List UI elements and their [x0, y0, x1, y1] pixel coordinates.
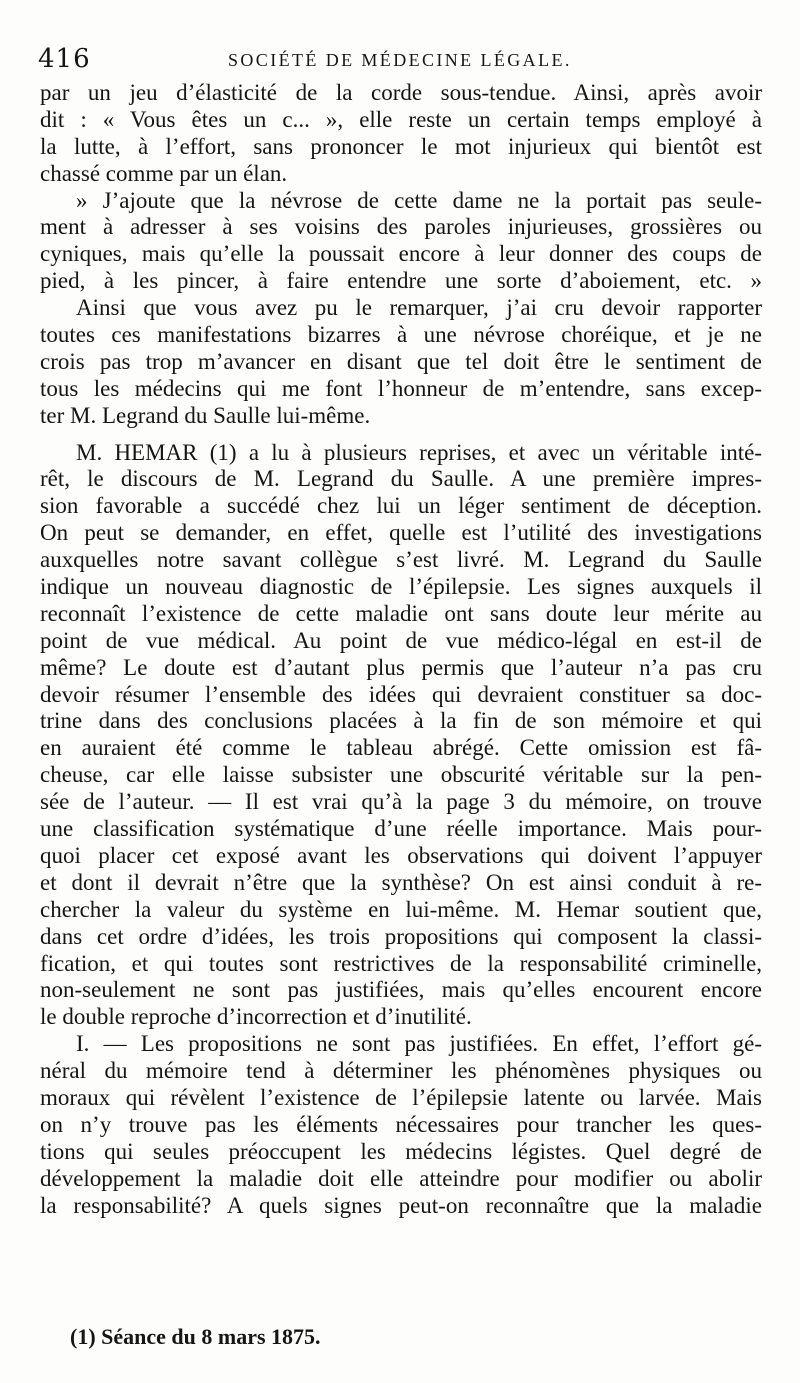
text-line: une classification systématique d’une réelle importance. Mais pour- — [40, 816, 762, 842]
text-line: la lutte, à l’effort, sans prononcer le mot injurieux qui bientôt est — [40, 133, 762, 159]
body-text — [40, 80, 762, 1219]
text-line: par un jeu d’élasticité de la corde sous-tendue. Ainsi, après avoir — [40, 80, 762, 105]
text-line: tions qui seules préoccupent les médecins légistes. Quel degré de — [40, 1138, 762, 1164]
footnote: (1) Séance du 8 mars 1875. — [70, 1324, 321, 1349]
text-line: » J’ajoute que la névrose de cette dame ne la portait pas seule- — [76, 187, 762, 213]
text-line: ment à adresser à ses voisins des paroles injurieuses, grossières ou — [40, 214, 762, 240]
text-line: indique un nouveau diagnostic de l’épilepsie. Les signes auxquels il — [40, 574, 762, 600]
text-line: non-seulement ne sont pas justifiées, mais qu’elles encourent encore — [40, 977, 762, 1003]
text-line: auxquelles notre savant collègue s’est livré. M. Legrand du Saulle — [40, 547, 762, 573]
text-line: et dont il devrait n’être que la synthèse? On est ainsi conduit à re- — [40, 869, 762, 895]
text-line: sion favorable a succédé chez lui un léger sentiment de déception. — [40, 493, 762, 519]
text-line: chercher la valeur du système en lui-même. M. Hemar soutient que, — [40, 896, 762, 922]
paragraph-gap — [40, 430, 762, 440]
text-line: ter M. Legrand du Saulle lui-même. — [40, 402, 371, 428]
text-line: Ainsi que vous avez pu le remarquer, j’ai cru devoir rapporter — [76, 295, 762, 321]
text-line: le double reproche d’incorrection et d’inutilité. — [40, 1004, 472, 1030]
text-line: rêt, le discours de M. Legrand du Saulle. A une première impres- — [40, 466, 762, 492]
text-line: trine dans des conclusions placées à la fin de son mémoire et qui — [40, 708, 762, 734]
text-line: développement la maladie doit elle atteindre pour modifier ou abolir — [40, 1165, 762, 1191]
footnote-divider — [40, 1310, 760, 1311]
text-line: I. — Les propositions ne sont pas justifiées. En effet, l’effort gé- — [76, 1031, 762, 1057]
text-line: dans cet ordre d’idées, les trois propositions qui composent la classi- — [40, 923, 762, 949]
text-line: devoir résumer l’ensemble des idées qui devraient constituer sa doc- — [40, 681, 762, 707]
text-line: cyniques, mais qu’elle la poussait encore à leur donner des coups de — [40, 241, 762, 267]
text-line: néral du mémoire tend à déterminer les phénomènes physiques ou — [40, 1058, 762, 1084]
text-line: pied, à les pincer, à faire entendre une sorte d’aboiement, etc. » — [40, 268, 762, 294]
page-number: 416 — [38, 44, 91, 74]
text-line: On peut se demander, en effet, quelle est l’utilité des investigations — [40, 520, 762, 546]
text-line: M. HEMAR (1) a lu à plusieurs reprises, et avec un véritable inté- — [76, 439, 762, 465]
text-line: crois pas trop m’avancer en disant que tel doit être le sentiment de — [40, 348, 762, 374]
text-line: chassé comme par un élan. — [40, 160, 288, 186]
text-line: toutes ces manifestations bizarres à une névrose choréique, et je ne — [40, 322, 762, 348]
text-line: en auraient été comme le tableau abrégé. Cette omission est fâ- — [40, 735, 762, 761]
page-header — [38, 44, 760, 74]
text-line: point de vue médical. Au point de vue médico-légal en est-il de — [40, 627, 762, 653]
running-head: SOCIÉTÉ DE MÉDECINE LÉGALE. — [228, 50, 572, 70]
text-line: cheuse, car elle laisse subsister une obscurité véritable sur la pen- — [40, 762, 762, 788]
text-line: on n’y trouve pas les éléments nécessaires pour trancher les ques- — [40, 1111, 762, 1137]
text-line: moraux qui révèlent l’existence de l’épilepsie latente ou larvée. Mais — [40, 1084, 762, 1110]
text-line: sée de l’auteur. — Il est vrai qu’à la page 3 du mémoire, on trouve — [40, 789, 762, 815]
text-line: quoi placer cet exposé avant les observations qui doivent l’appuyer — [40, 842, 762, 868]
text-line: tous les médecins qui me font l’honneur de m’entendre, sans excep- — [40, 375, 762, 401]
text-line: dit : « Vous êtes un c... », elle reste un certain temps employé à — [40, 106, 762, 132]
text-line: même? Le doute est d’autant plus permis que l’auteur n’a pas cru — [40, 654, 762, 680]
text-line: reconnaît l’existence de cette maladie ont sans doute leur mérite au — [40, 600, 762, 626]
text-line: la responsabilité? A quels signes peut-on reconnaître que la maladie — [40, 1192, 762, 1218]
text-line: fication, et qui toutes sont restrictives de la responsabilité criminelle, — [40, 950, 762, 976]
